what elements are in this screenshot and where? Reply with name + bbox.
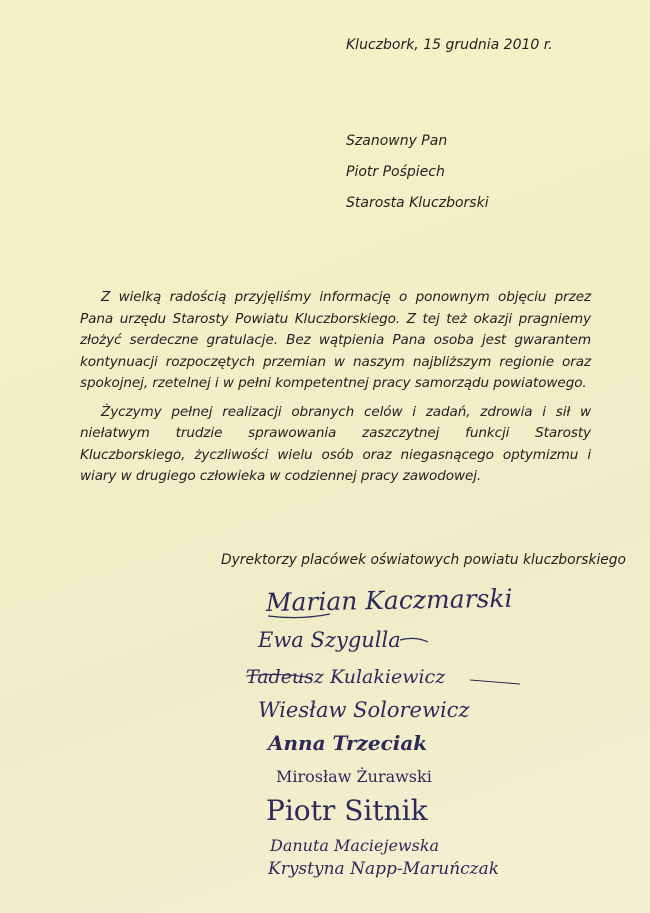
recipient-name: Piotr Pośpiech [346, 164, 445, 180]
signature-1 [265, 584, 513, 618]
recipient-salutation: Szanowny Pan [346, 133, 448, 149]
signature-2 [257, 628, 428, 652]
svg-text:Mirosław Żurawski: Mirosław Żurawski [276, 767, 432, 786]
signature-6 [276, 766, 432, 786]
svg-text:Piotr Sitnik: Piotr Sitnik [266, 794, 428, 827]
svg-text:Danuta Maciejewska: Danuta Maciejewska [270, 836, 440, 855]
body-paragraph-1: Z wielką radością przyjęliśmy informację o ponownym objęciu przez Pana urzędu Starosty Powiatu Kluczborskiego. Z tej też okazji pragniemy złożyć serdeczne gratulacje. Bez wątpienia Pana osoba jest gwarantem kontynuacji rozpoczętych przemian w naszym najbliższym regionie oraz spokojnej, rzetelnej i w pełni kompetentnej pracy samorządu powiatowego. [80, 289, 591, 391]
closing-line: Dyrektorzy placówek oświatowych powiatu kluczborskiego [221, 552, 626, 568]
signature-4 [258, 698, 470, 722]
svg-text:Marian Kaczmarski: Marian Kaczmarski [265, 583, 513, 617]
date-line: Kluczbork, 15 grudnia 2010 r. [346, 37, 553, 53]
svg-text:Tadeusz Kulakiewicz: Tadeusz Kulakiewicz [246, 666, 446, 688]
signature-8 [269, 836, 439, 855]
signature-7 [266, 794, 429, 827]
signature-5 [266, 731, 427, 755]
body-paragraph-2: Życzymy pełnej realizacji obranych celów i zadań, zdrowia i sił w niełatwym trudzie sprawowania zaszczytnej funkcji Starosty Kluczborskiego, życzliwości wielu osób oraz niegasnącego optymizmu i wiary w drugiego człowieka w codziennej pracy zawodowej. [80, 403, 591, 484]
svg-text:Krystyna Napp-Maruńczak: Krystyna Napp-Maruńczak [268, 859, 500, 879]
signature-9 [267, 859, 499, 879]
svg-text:Wiesław Solorewicz: Wiesław Solorewicz [258, 698, 470, 722]
recipient-title: Starosta Kluczborski [346, 195, 489, 211]
signature-3 [246, 666, 520, 688]
svg-text:Anna Trzeciak: Anna Trzeciak [268, 731, 428, 755]
svg-text:Ewa Szygulla: Ewa Szygulla [258, 628, 401, 652]
